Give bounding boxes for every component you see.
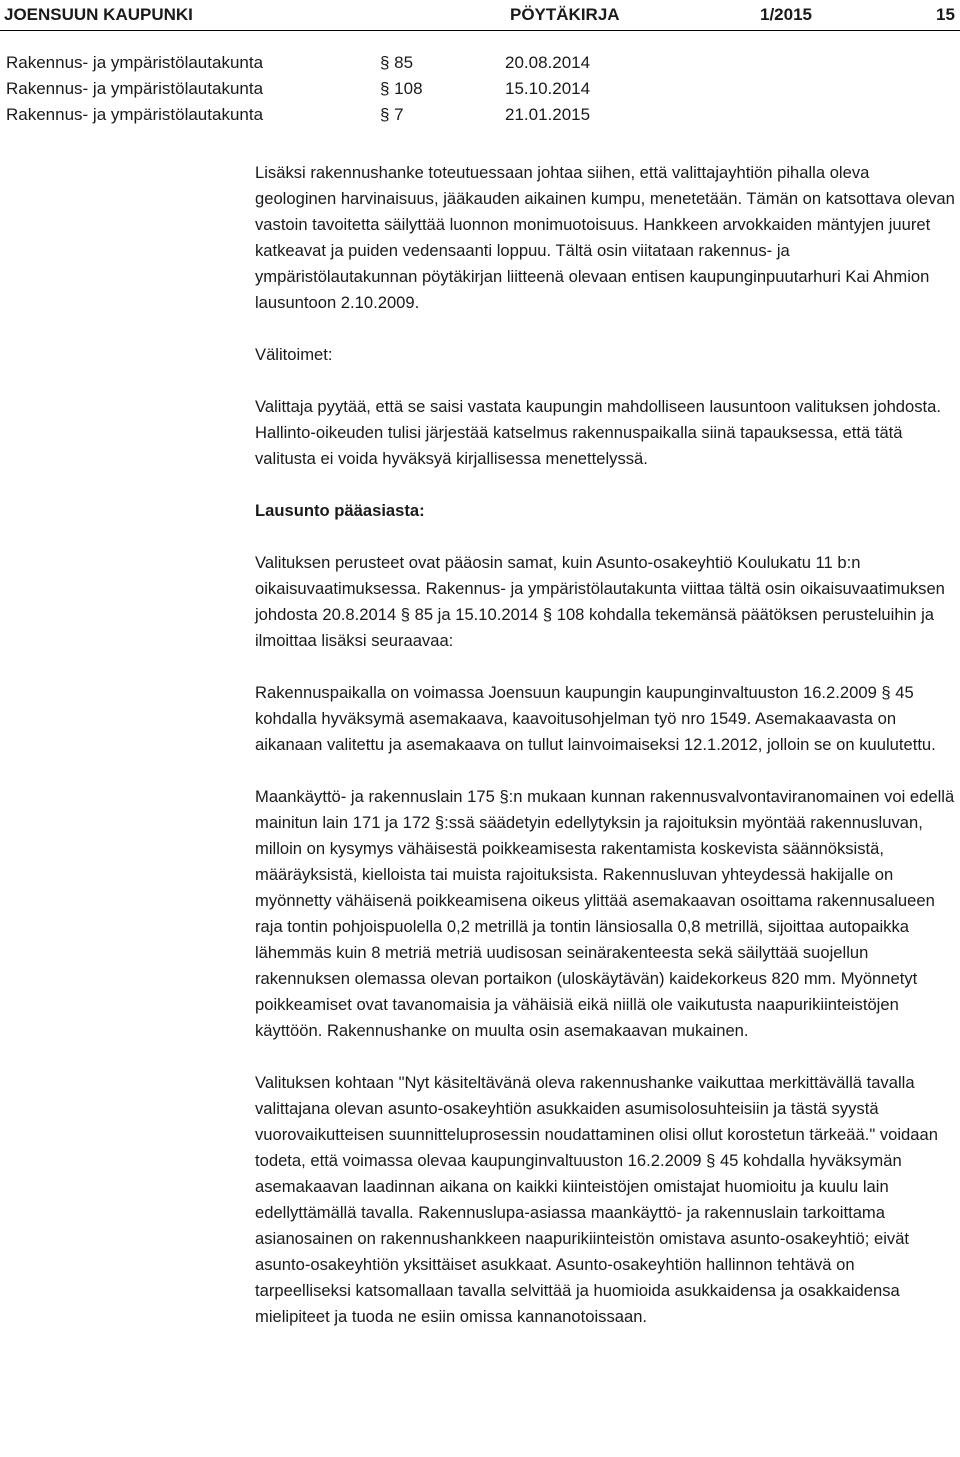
- page-number: 15: [936, 5, 955, 24]
- reference-board: Rakennus- ja ympäristölautakunta: [6, 53, 264, 72]
- document-body: [255, 160, 955, 1356]
- paragraph-grounds: Valituksen perusteet ovat pääosin samat, kuin Asunto-osakeyhtiö Koulukatu 11 b:n oikaisuvaatimuksessa. Rakennus- ja ympäristölautakunta viittaa tältä osin oikaisuvaatimuksen johdosta 20.8.2014 § 85 ja 15.10.2014 § 108 kohdalla tekemänsä päätöksen perusteluihin ja ilmoittaa lisäksi seuraavaa:: [255, 553, 945, 650]
- heading-main-statement: Lausunto pääasiasta:: [255, 501, 425, 520]
- reference-row: [0, 76, 960, 102]
- paragraph-geology: Lisäksi rakennushanke toteutuessaan johtaa siihen, että valittajayhtiön pihalla oleva geologinen harvinaisuus, jääkauden aikainen kumpu, menetetään. Tämän on katsottava olevan vastoin tavoitetta säilyttää luonnon monimuotoisuus. Hankkeen arvokkaiden mäntyjen juuret katkeavat ja puiden vedensaanti loppuu. Tältä osin viitataan rakennus- ja ympäristölautakunnan pöytäkirjan liitteenä olevaan entisen kaupunginpuutarhuri Kai Ahmion lausuntoon 2.10.2009.: [255, 163, 955, 312]
- reference-list: [0, 50, 960, 128]
- paragraph-participation: Valituksen kohtaan "Nyt käsiteltävänä oleva rakennushanke vaikuttaa merkittävällä tavalla valittajana olevan asunto-osakeyhtiön asukkaiden asumisolosuhteisiin ja tästä syystä vuorovaikutteisen suunnitteluprosessin noudattaminen olisi ollut korostetun tärkeää." voidaan todeta, että voimassa olevaa kaupunginvaltuuston 16.2.2009 § 45 kohdalla hyväksymän asemakaavan laadinnan aikana on kaikki kiinteistöjen omistajat huomioitu ja kuulu lain edellyttämällä tavalla. Rakennuslupa-asiassa maankäyttö- ja rakennuslain tarkoittama asianosainen on rakennushankkeen naapurikiinteistön omistava asunto-osakeyhtiö; eivät asunto-osakeyhtiön yksittäiset asukkaat. Asunto-osakeyhtiön hallinnon tehtävä on tarpeelliseksi katsomallaan tavalla selvittää ja huomioida asukkaidensa ja osakkaidensa mielipiteet ja tuoda ne esiin omissa kannanotoissaan.: [255, 1073, 938, 1326]
- reference-board: Rakennus- ja ympäristölautakunta: [6, 105, 264, 124]
- document-number: 1/2015: [760, 5, 812, 24]
- reference-row: [0, 50, 960, 76]
- reference-date: 15.10.2014: [505, 79, 591, 98]
- reference-date: 20.08.2014: [505, 53, 591, 72]
- subheading-interim-measures: Välitoimet:: [255, 345, 333, 364]
- reference-board: Rakennus- ja ympäristölautakunta: [6, 79, 264, 98]
- reference-date: 21.01.2015: [505, 105, 591, 124]
- reference-section: § 108: [380, 79, 423, 98]
- reference-section: § 7: [380, 105, 404, 124]
- reference-row: [0, 102, 960, 128]
- document-header: [0, 0, 960, 31]
- document-type: PÖYTÄKIRJA: [510, 5, 620, 24]
- reference-section: § 85: [380, 53, 414, 72]
- paragraph-exemptions: Maankäyttö- ja rakennuslain 175 §:n mukaan kunnan rakennusvalvontaviranomainen voi edellä mainitun lain 171 ja 172 §:ssä säädetyin edellytyksin ja rajoituksin myöntää rakennusluvan, milloin on kysymys vähäisestä poikkeamisesta rakentamista koskevista säännöksistä, määräyksistä, kielloista tai muista rajoituksista. Rakennusluvan yhteydessä hakijalle on myönnetty vähäisenä poikkeamisena oikeus ylittää asemakaavan osoittama rakennusalueen raja tontin pohjoispuolella 0,2 metrillä ja tontin länsiosalla 0,8 metrillä, sijoittaa autopaikka lähemmäs kuin 8 metriä metriä uudisosan seinärakenteesta sekä säilyttää suojellun rakennuksen olemassa olevan portaikon (uloskäytävän) kaidekorkeus 820 mm. Myönnetyt poikkeamiset ovat tavanomaisia ja vähäisiä eikä niillä ole vaikutusta naapurikiinteistöjen käyttöön. Rakennushanke on muulta osin asemakaavan mukainen.: [255, 787, 955, 1040]
- city-name: JOENSUUN KAUPUNKI: [4, 5, 193, 24]
- paragraph-zoning-plan: Rakennuspaikalla on voimassa Joensuun kaupungin kaupunginvaltuuston 16.2.2009 § 45 kohdalla hyväksymä asemakaava, kaavoitusohjelman työ nro 1549. Asemakaavasta on aikanaan valitettu ja asemakaava on tullut lainvoimaiseksi 12.1.2012, jolloin se on kuulutettu.: [255, 683, 936, 754]
- paragraph-interim-request: Valittaja pyytää, että se saisi vastata kaupungin mahdolliseen lausuntoon valituksen johdosta. Hallinto-oikeuden tulisi järjestää katselmus rakennuspaikalla siinä tapauksessa, että tätä valitusta ei voida hyväksyä kirjallisessa menettelyssä.: [255, 397, 941, 468]
